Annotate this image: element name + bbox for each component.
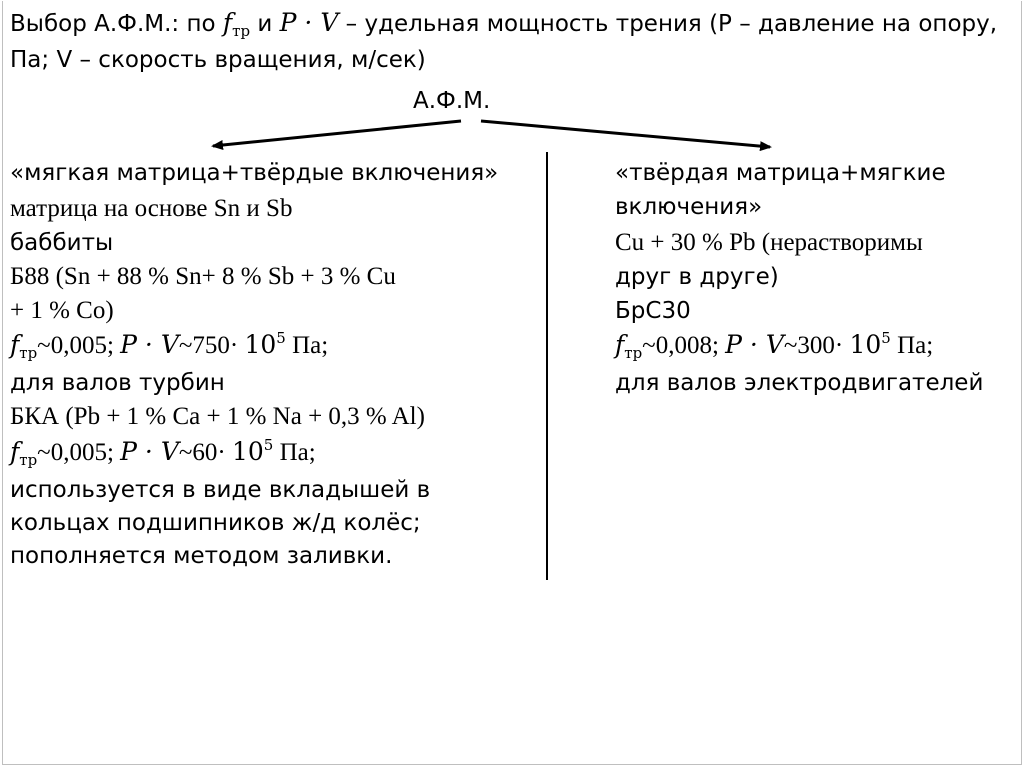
left-line-11: пополняется методом заливки.	[10, 543, 393, 569]
f-symbol: $f_{тр}$	[222, 8, 251, 40]
arrow-left	[213, 121, 461, 146]
pv-symbol: P · V	[120, 330, 179, 359]
header-rest: – удельная мощность трения (Р – давление на опору,	[338, 11, 998, 37]
pv-symbol: P · V	[279, 8, 339, 37]
left-formula-1: $f_{тр}\sim 0,005$; P · V~750· $10^5$ Па;	[10, 329, 329, 362]
left-title: «мягкая матрица+твёрдые включения»	[10, 160, 499, 186]
right-title-1: «твёрдая матрица+мягкие	[615, 160, 946, 186]
left-line-4: + 1 % Co)	[10, 297, 114, 324]
left-formula-2: $f_{тр}\sim 0,005$; P · V~60· $10^5$ Па;	[10, 436, 316, 469]
left-line-6: для валов турбин	[10, 370, 225, 396]
left-line-7: БКА (Pb + 1 % Ca + 1 % Na + 0,3 % Al)	[10, 403, 425, 430]
left-line-9: используется в виде вкладышей в	[10, 477, 431, 503]
header-line-2: Па; V – скорость вращения, м/сек)	[10, 47, 426, 73]
pv-symbol: P · V	[120, 437, 179, 466]
right-line-3: БрС30	[615, 298, 691, 324]
right-line-1: Cu + 30 % Pb (нерастворимы	[615, 229, 923, 256]
right-title-2: включения»	[615, 194, 763, 220]
f-symbol: $f_{тр}$	[10, 330, 38, 362]
right-line-2: друг в друге)	[615, 264, 779, 290]
left-line-3: Б88 (Sn + 88 % Sn+ 8 % Sb + 3 % Cu	[10, 263, 396, 290]
f-symbol: $f_{тр}$	[615, 330, 643, 362]
pv-symbol: P · V	[725, 330, 784, 359]
header-intro: Выбор А.Ф.М.: по	[10, 11, 223, 37]
left-line-1: матрица на основе Sn и Sb	[10, 195, 293, 222]
f-symbol: $f_{тр}$	[10, 437, 38, 469]
header-and: и	[250, 11, 280, 37]
right-line-5: для валов электродвигателей	[615, 370, 984, 396]
root-label: А.Ф.М.	[413, 88, 491, 114]
left-line-2: баббиты	[10, 230, 114, 256]
arrow-right	[481, 121, 770, 147]
left-line-10: кольцах подшипников ж/д колёс;	[10, 510, 421, 536]
column-divider	[546, 152, 548, 580]
right-formula: $f_{тр}\sim 0,008$; P · V~300· $10^5$ Па;	[615, 329, 934, 362]
